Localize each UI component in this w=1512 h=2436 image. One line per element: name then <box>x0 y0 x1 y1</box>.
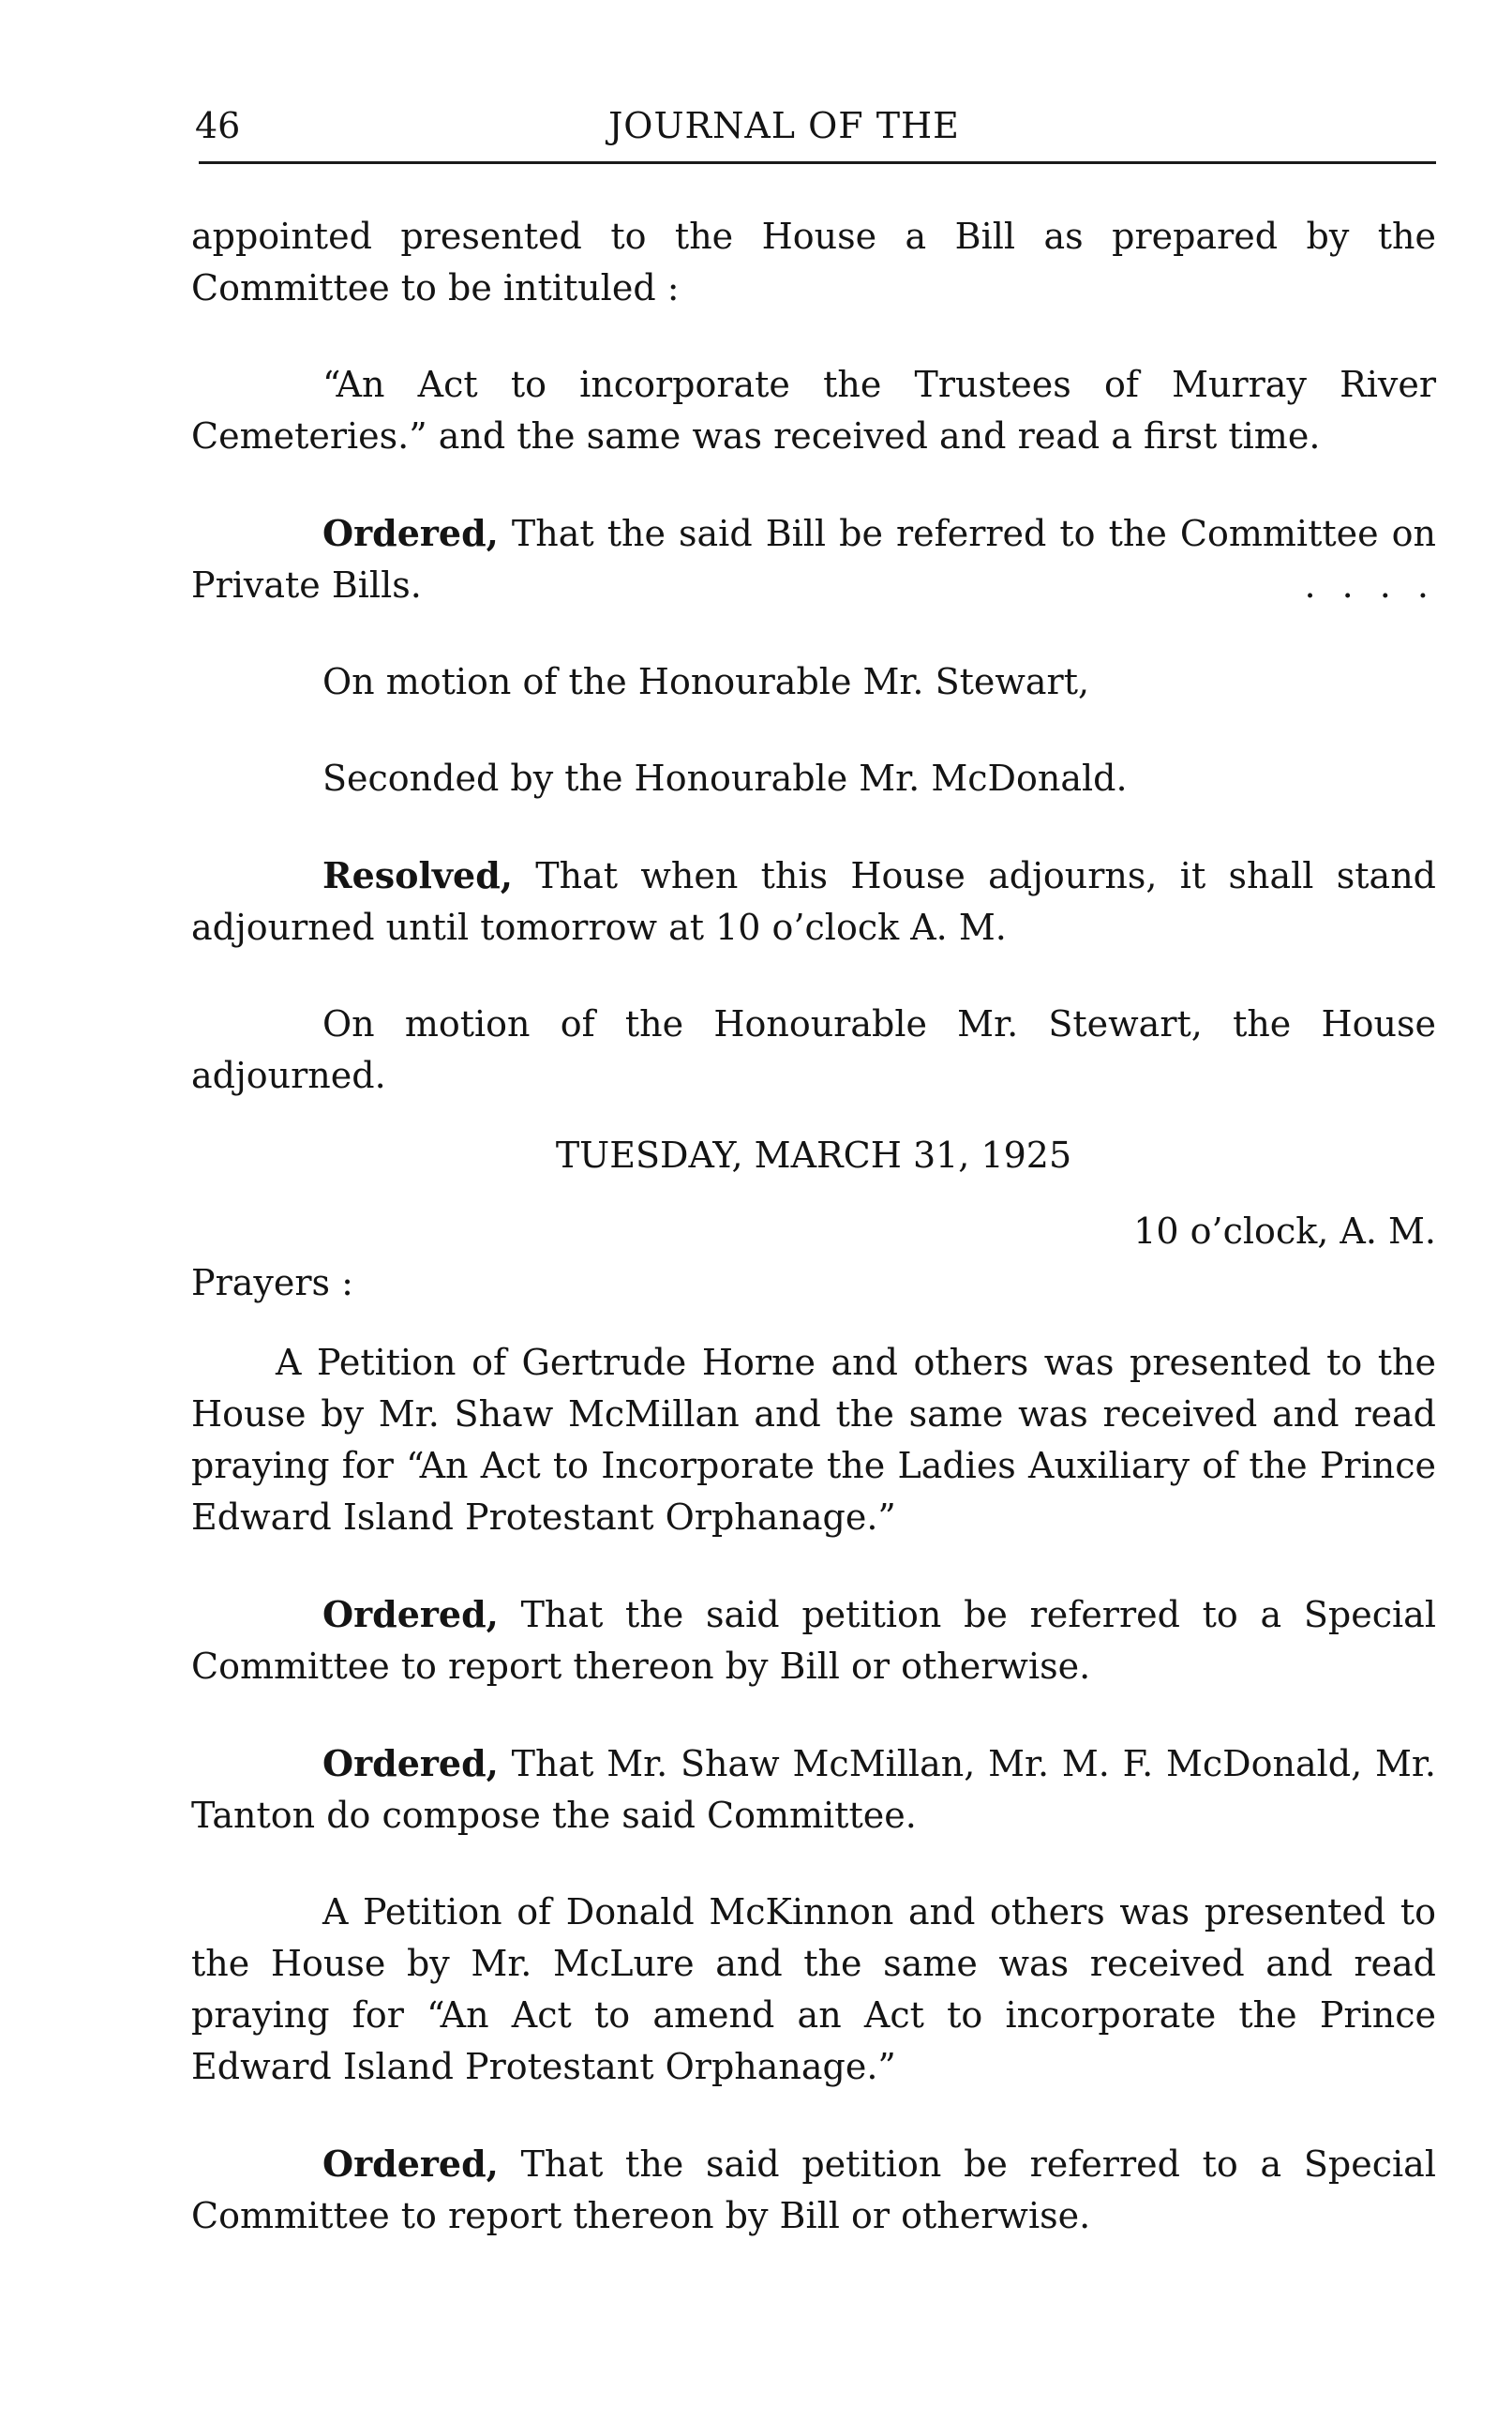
running-title: JOURNAL OF THE <box>608 105 960 146</box>
ordered-text: That the said Bill be referred to the Committee on Private Bills. <box>191 513 1436 606</box>
ordered-label: Ordered, <box>322 1593 499 1635</box>
page-body <box>191 211 1436 2287</box>
time-line: 10 o’clock, A. M. <box>1133 1210 1436 1252</box>
paragraph-act-title: “An Act to incorporate the Trustees of Murray River Cemeteries.” and the same was received and read a first time. <box>191 364 1436 457</box>
paragraph-resolved-adjourn <box>191 850 1436 954</box>
ordered-text: That Mr. Shaw McMillan, Mr. M. F. McDonald, Mr. Tanton do compose the said Committee. <box>191 1743 1436 1836</box>
resolved-label: Resolved, <box>322 854 513 896</box>
paragraph-ordered-special-committee-2 <box>191 2138 1436 2242</box>
paragraph-seconded-mcdonald: Seconded by the Honourable Mr. McDonald. <box>322 758 1128 799</box>
ordered-label: Ordered, <box>322 1742 499 1784</box>
prayers-line: Prayers : <box>191 1262 353 1303</box>
paragraph-ordered-committee-members <box>191 1737 1436 1842</box>
header-rule <box>199 161 1436 164</box>
paragraph-petition-mckinnon: A Petition of Donald McKinnon and others was presented to the House by Mr. McLure and the same was received and read praying for “An Act to amend an Act to incorporate the Prince Edward Island Protestant Orphanage.” <box>191 1891 1436 2087</box>
ordered-text: That the said petition be referred to a Special Committee to report thereon by Bill or otherwise. <box>191 2143 1436 2236</box>
paragraph-house-adjourned: On motion of the Honourable Mr. Stewart, the House adjourned. <box>191 1003 1436 1096</box>
paragraph-petition-horne: A Petition of Gertrude Horne and others was presented to the House by Mr. Shaw McMillan and the same was received and read praying for “An Act to Incorporate the Ladies Auxiliary of the Prince Edward Island Protestant Orphanage.” <box>191 1342 1436 1538</box>
page-number: 46 <box>195 105 241 146</box>
resolved-text: That when this House adjourns, it shall stand adjourned until tomorrow at 10 o’clock A. M. <box>191 855 1436 948</box>
paragraph-bill-presented: appointed presented to the House a Bill as prepared by the Committee to be intituled : <box>191 216 1436 308</box>
paragraph-ordered-special-committee-1 <box>191 1588 1436 1692</box>
page-header <box>0 0 1512 188</box>
ordered-text: That the said petition be referred to a Special Committee to report thereon by Bill or otherwise. <box>191 1594 1436 1687</box>
ordered-label: Ordered, <box>322 512 499 554</box>
ordered-label: Ordered, <box>322 2143 499 2185</box>
ellipsis-dots: . . . . <box>1304 564 1436 606</box>
date-heading: TUESDAY, MARCH 31, 1925 <box>555 1135 1072 1176</box>
paragraph-motion-stewart: On motion of the Honourable Mr. Stewart, <box>322 661 1090 702</box>
